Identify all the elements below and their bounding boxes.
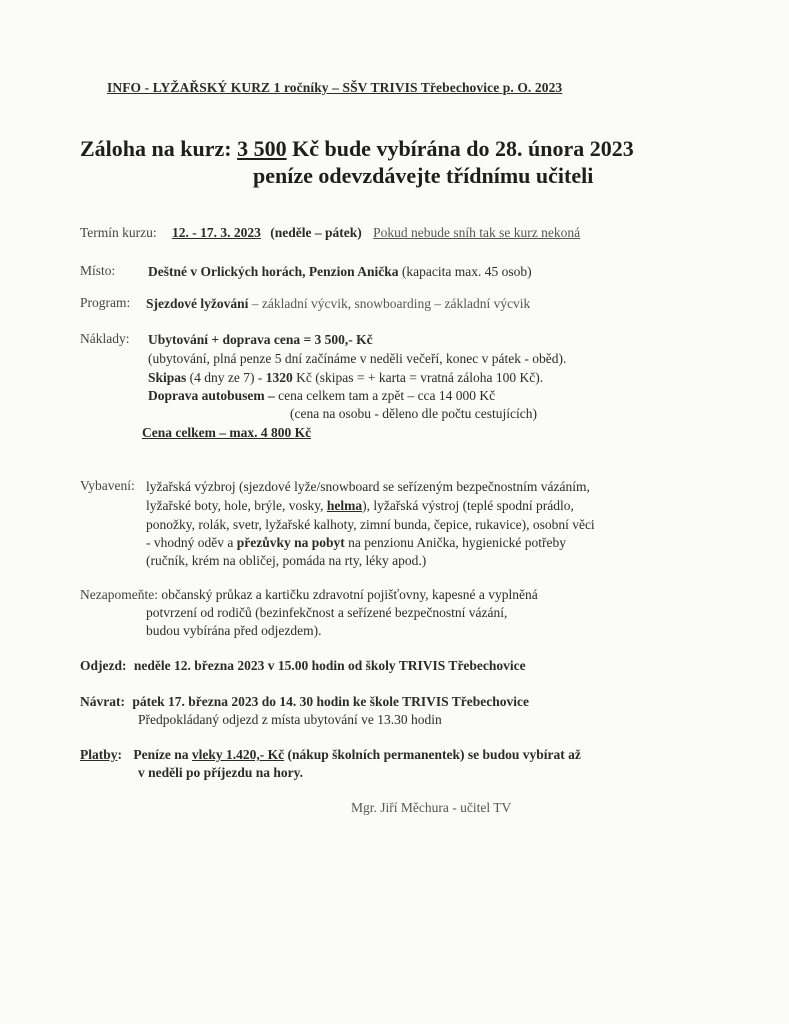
deposit-suffix: Kč bude vybírána do 28. února 2023 <box>286 136 634 161</box>
nezapomente-line2: potvrzení od rodičů (bezinfekčnost a seřízené bezpečnostní vázání, <box>146 605 508 620</box>
termin-days: (neděle – pátek) <box>270 225 362 240</box>
skipas-mid: (4 dny ze 7) - <box>186 370 266 385</box>
platby-line2: v neděli po příjezdu na hory. <box>138 765 304 780</box>
naklady-skipas <box>148 369 543 386</box>
naklady-doprava-note: (cena na osobu - děleno dle počtu cestujících) <box>290 406 538 421</box>
deposit-subheading: peníze odevzdávejte třídnímu učiteli <box>253 163 594 188</box>
vybaveni-line5: (ručník, krém na obličej, pomáda na rty, léky apod.) <box>146 553 427 568</box>
nezapomente-line1: občanský průkaz a kartičku zdravotní pojišťovny, kapesné a vyplněná <box>161 587 538 602</box>
deposit-amount: 3 500 <box>237 136 287 161</box>
skipas-price: 1320 <box>265 370 293 385</box>
platby-label: Platby <box>80 747 118 762</box>
naklady-label: Náklady: <box>80 331 130 346</box>
program-rest: – základní výcvik, snowboarding – základní výcvik <box>248 296 531 311</box>
odjezd-text: neděle 12. března 2023 v 15.00 hodin od školy TRIVIS Třebechovice <box>133 658 526 673</box>
navrat-note: Předpokládaný odjezd z místa ubytování ve 13.30 hodin <box>138 712 442 727</box>
termin-row <box>80 224 580 241</box>
naklady-total: Cena celkem – max. 4 800 Kč <box>142 425 312 440</box>
nezapomente-line3: budou vybírána před odjezdem). <box>146 623 322 638</box>
deposit-heading <box>80 136 634 162</box>
document-title: INFO - LYŽAŘSKÝ KURZ 1 ročníky – SŠV TRIVIS Třebechovice p. O. 2023 <box>107 80 563 95</box>
skipas-rest: Kč (skipas = + karta = vratná záloha 100 Kč). <box>292 370 544 385</box>
naklady-doprava <box>148 387 495 404</box>
termin-label: Termín kurzu: <box>80 225 157 240</box>
platby-text-a: Peníze na <box>133 747 192 762</box>
termin-note: Pokud nebude sníh tak se kurz nekoná <box>373 225 581 240</box>
platby-vleky: vleky 1.420,- Kč <box>191 747 285 762</box>
platby-colon: : <box>117 747 123 762</box>
platby-text-b: (nákup školních permanentek) se budou vybírat až <box>284 747 581 762</box>
odjezd-row <box>80 657 526 674</box>
naklady-ubytovani-note: (ubytování, plná penze 5 dní začínáme v neděli večeří, konec v pátek - oběd). <box>148 351 567 366</box>
misto-place: Deštné v Orlických horách, Penzion Anička <box>148 264 399 279</box>
doprava-label: Doprava autobusem – <box>148 388 275 403</box>
signature: Mgr. Jiří Měchura - učitel TV <box>351 800 512 815</box>
program-value <box>146 295 530 312</box>
vybaveni-helma: helma <box>326 498 363 513</box>
program-main: Sjezdové lyžování <box>146 296 249 311</box>
odjezd-label: Odjezd: <box>80 658 127 673</box>
vybaveni-line3: ponožky, rolák, svetr, lyžařské kalhoty, zimní bunda, čepice, rukavice), osobní věci <box>146 517 595 532</box>
vybaveni-line2-a: lyžařské boty, hole, brýle, vosky, <box>146 498 327 513</box>
skipas-label: Skipas <box>148 370 187 385</box>
nezapomente-label: Nezapomeňte: <box>80 587 158 602</box>
navrat-text: pátek 17. března 2023 do 14. 30 hodin ke škole TRIVIS Třebechovice <box>132 694 530 709</box>
vybaveni-label: Vybavení: <box>80 478 135 493</box>
nezapomente-row <box>80 586 538 603</box>
termin-dates: 12. - 17. 3. 2023 <box>172 225 261 240</box>
navrat-label: Návrat: <box>80 694 125 709</box>
misto-capacity: (kapacita max. 45 osob) <box>401 264 532 279</box>
vybaveni-line4-a: - vhodný oděv a <box>146 535 237 550</box>
vybaveni-prezuvky: přezůvky na pobyt <box>236 535 345 550</box>
vybaveni-line4 <box>146 534 566 551</box>
vybaveni-line1: lyžařská výzbroj (sjezdové lyže/snowboard se seřízeným bezpečnostním vázáním, <box>146 479 590 494</box>
naklady-ubytovani: Ubytování + doprava cena = 3 500,- Kč <box>148 332 373 347</box>
program-label: Program: <box>80 295 131 310</box>
platby-row <box>80 746 581 763</box>
doprava-rest: cena celkem tam a zpět – cca 14 000 Kč <box>274 388 496 403</box>
vybaveni-line2-b: ), lyžařská výstroj (teplé spodní prádlo, <box>362 498 574 513</box>
deposit-prefix: Záloha na kurz: <box>80 136 238 161</box>
navrat-row <box>80 693 529 710</box>
misto-label: Místo: <box>80 263 116 278</box>
misto-value <box>148 263 532 280</box>
vybaveni-line4-b: na penzionu Anička, hygienické potřeby <box>344 535 566 550</box>
vybaveni-line2 <box>146 497 574 514</box>
